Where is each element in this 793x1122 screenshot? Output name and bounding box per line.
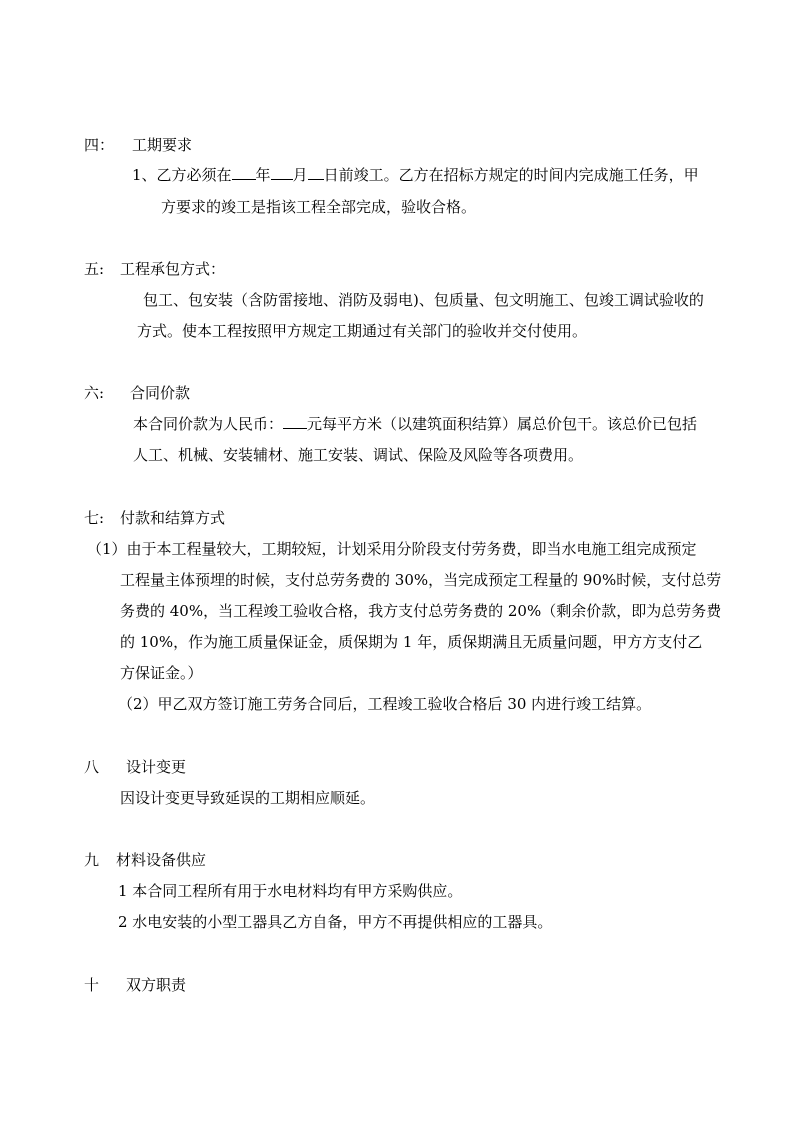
section-10-title: 双方职责 bbox=[126, 976, 187, 994]
section-6-number: 六: bbox=[84, 384, 105, 402]
year-blank bbox=[232, 165, 256, 180]
section-4-number: 四： bbox=[84, 136, 115, 154]
section-5-line-1: 包工、包安装（含防雷接地、消防及弱电)、包质量、包文明施工、包竣工调试验收的 bbox=[143, 291, 704, 309]
section-7-p1-line-2: 工程量主体预埋的时候，支付总劳务费的 30%，当完成预定工程量的 90%时候，支付总劳 bbox=[120, 571, 722, 589]
month-blank bbox=[271, 165, 293, 180]
section-7-p2: （2）甲乙双方签订施工劳务合同后，工程竣工验收合格后 30 内进行竣工结算。 bbox=[118, 695, 652, 713]
section-7-title: 付款和结算方式 bbox=[120, 509, 226, 527]
section-8-number: 八 bbox=[84, 758, 100, 776]
section-6-line-2: 人工、机械、安装辅材、施工安装、调试、保险及风险等各项费用。 bbox=[133, 446, 584, 464]
item-1-rest: 日前竣工。乙方在招标方规定的时间内完成施工任务，甲 bbox=[323, 166, 699, 184]
section-7-p1-line-1: （1）由于本工程量较大，工期较短，计划采用分阶段支付劳务费，即当水电施工组完成预定 bbox=[87, 540, 697, 558]
item-1-prefix: 1、乙方必须在 bbox=[132, 166, 232, 184]
item-1-year-label: 年 bbox=[255, 166, 271, 184]
price-blank bbox=[283, 414, 307, 429]
section-5-number: 五: bbox=[84, 260, 105, 278]
section-6-line-1 bbox=[133, 414, 697, 434]
section-5-line-2: 方式。使本工程按照甲方规定工期通过有关部门的验收并交付使用。 bbox=[137, 322, 588, 340]
section-8-title: 设计变更 bbox=[126, 758, 187, 776]
day-blank bbox=[308, 165, 324, 180]
price-prefix: 本合同价款为人民币： bbox=[133, 415, 284, 433]
section-9-number: 九 bbox=[84, 851, 100, 869]
section-9-title: 材料设备供应 bbox=[116, 851, 207, 869]
section-7-number: 七: bbox=[84, 509, 105, 527]
item-1-month-label: 月 bbox=[292, 166, 308, 184]
section-10-number: 十 bbox=[84, 976, 100, 994]
price-rest: 元每平方米（以建筑面积结算）属总价包干。该总价已包括 bbox=[307, 415, 698, 433]
section-4-item-1 bbox=[132, 165, 699, 185]
section-9-line-1: 1 本合同工程所有用于水电材料均有甲方采购供应。 bbox=[118, 882, 463, 900]
section-8-line-1: 因设计变更导致延误的工期相应顺延。 bbox=[120, 789, 376, 807]
section-9-line-2: 2 水电安装的小型工器具乙方自备，甲方不再提供相应的工器具。 bbox=[118, 913, 553, 931]
section-6-title: 合同价款 bbox=[130, 384, 191, 402]
section-5-title: 工程承包方式： bbox=[120, 260, 226, 278]
section-7-p1-line-4: 的 10%，作为施工质量保证金，质保期为 1 年，质保期满且无质量问题，甲方方支付乙 bbox=[120, 633, 703, 651]
section-7-p1-line-3: 务费的 40%，当工程竣工验收合格，我方支付总劳务费的 20%（剩余价款，即为总劳务费 bbox=[120, 602, 722, 620]
section-7-p1-line-5: 方保证金。） bbox=[120, 664, 203, 682]
section-4-title: 工期要求 bbox=[132, 136, 193, 154]
section-4-item-1-line-2: 方要求的竣工是指该工程全部完成，验收合格。 bbox=[161, 198, 477, 216]
